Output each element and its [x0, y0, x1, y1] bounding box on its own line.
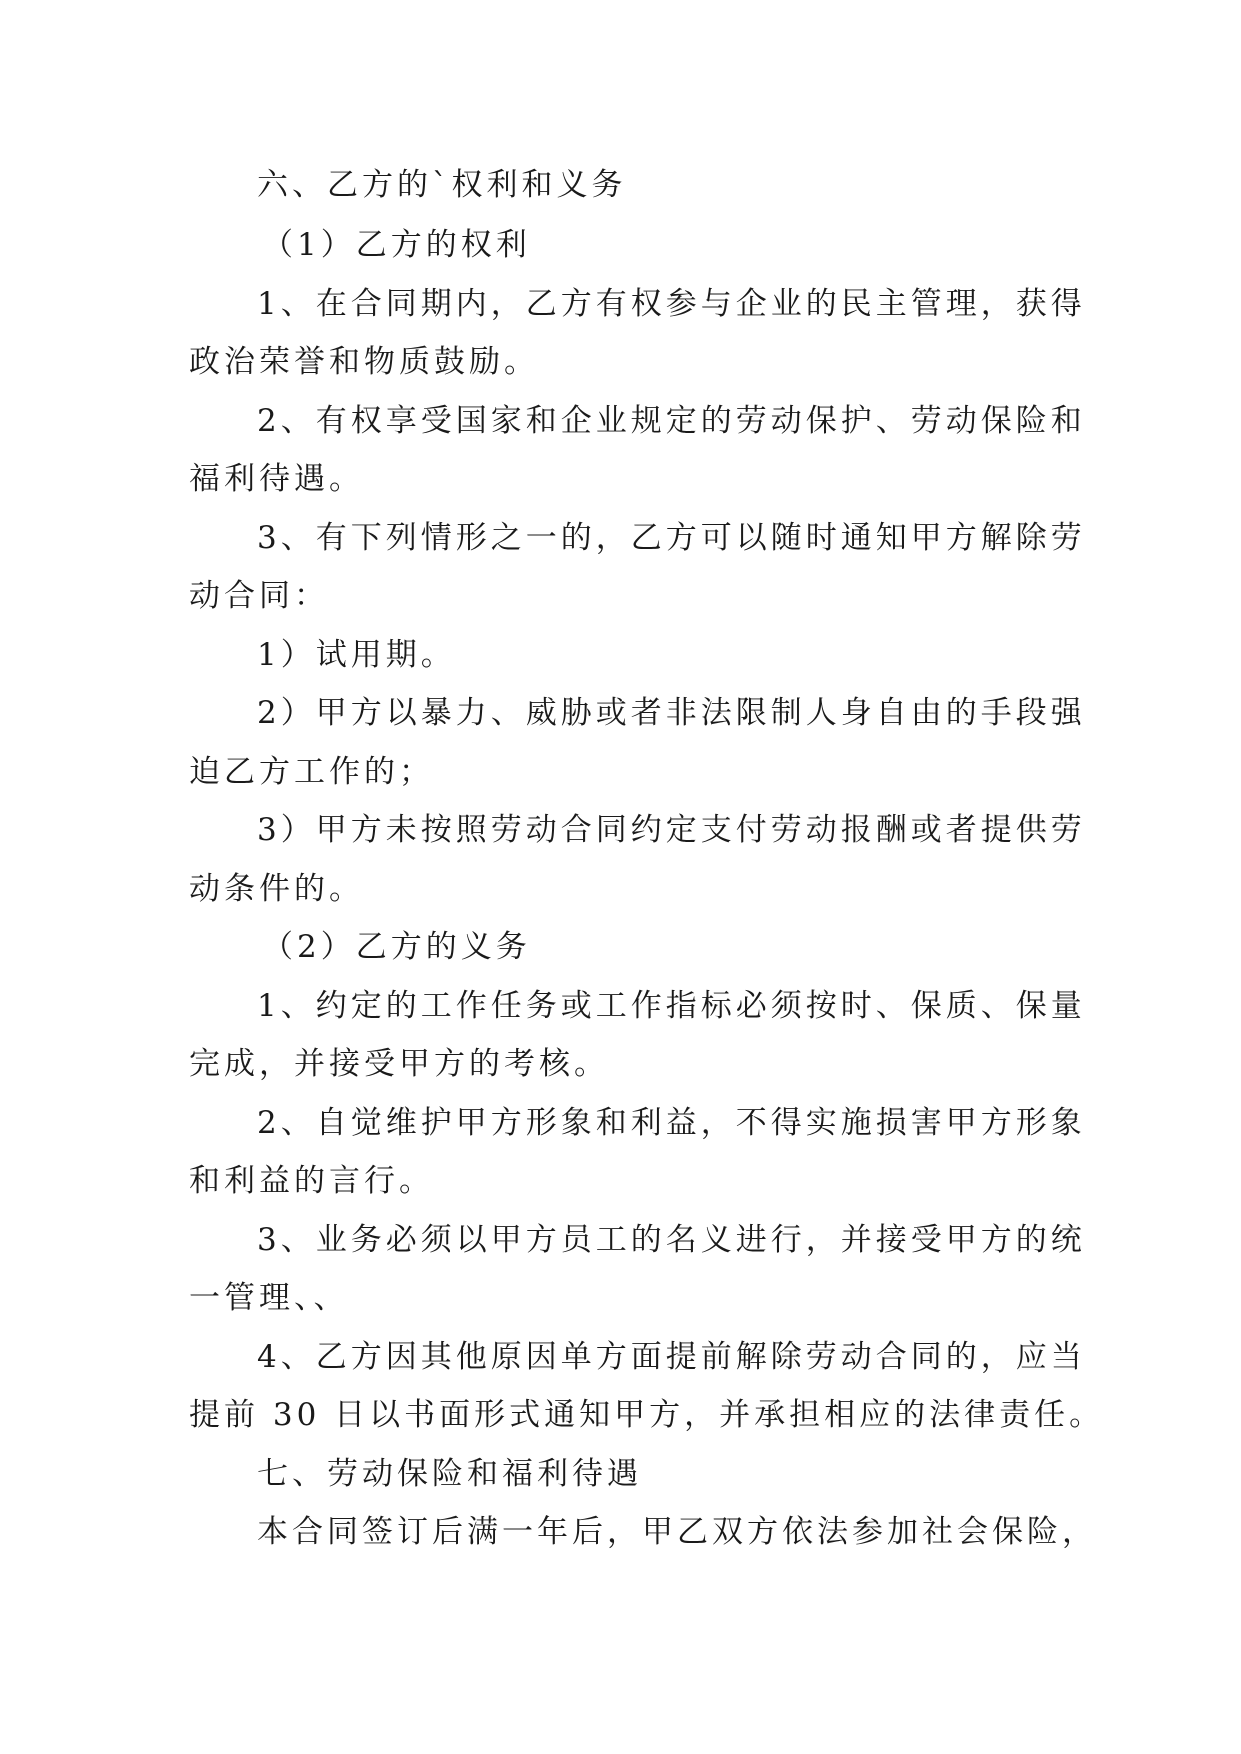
paragraph-line: 4、乙方因其他原因单方面提前解除劳动合同的，应当 — [257, 1339, 1086, 1375]
paragraph-line: 3、有下列情形之一的，乙方可以随时通知甲方解除劳 — [257, 520, 1086, 556]
section-heading-7: 七、劳动保险和福利待遇 — [257, 1456, 642, 1492]
paragraph-line: 福利待遇。 — [189, 461, 364, 497]
paragraph-line: 动合同： — [189, 578, 329, 614]
paragraph-line: 一管理、、 — [189, 1280, 349, 1316]
paragraph-line: 3、业务必须以甲方员工的名义进行，并接受甲方的统 — [257, 1222, 1086, 1258]
paragraph-line: 2、自觉维护甲方形象和利益，不得实施损害甲方形象 — [257, 1105, 1086, 1141]
paragraph-line: 3）甲方未按照劳动合同约定支付劳动报酬或者提供劳 — [257, 812, 1086, 848]
paragraph-line: 动条件的。 — [189, 871, 364, 907]
paragraph-line: 1、在合同期内，乙方有权参与企业的民主管理，获得 — [257, 286, 1086, 322]
paragraph-line: 2）甲方以暴力、威胁或者非法限制人身自由的手段强 — [257, 695, 1086, 731]
paragraph-line: 政治荣誉和物质鼓励。 — [189, 344, 539, 380]
paragraph-line: 迫乙方工作的； — [189, 754, 434, 790]
section-heading-6: 六、乙方的`权利和义务 — [257, 167, 627, 203]
paragraph-line: 完成，并接受甲方的考核。 — [189, 1046, 609, 1082]
paragraph-line: 2、有权享受国家和企业规定的劳动保护、劳动保险和 — [257, 403, 1086, 439]
paragraph-line: 1）试用期。 — [257, 637, 456, 673]
paragraph-line: 和利益的言行。 — [189, 1163, 434, 1199]
paragraph-line: 提前 30 日以书面形式通知甲方，并承担相应的法律责任。 — [189, 1397, 1105, 1433]
paragraph-line: 本合同签订后满一年后，甲乙双方依法参加社会保险， — [257, 1514, 1097, 1550]
paragraph-line: 1、约定的工作任务或工作指标必须按时、保质、保量 — [257, 988, 1086, 1024]
subsection-heading-duties: （2）乙方的义务 — [262, 929, 531, 965]
subsection-heading-rights: （1）乙方的权利 — [262, 227, 531, 263]
